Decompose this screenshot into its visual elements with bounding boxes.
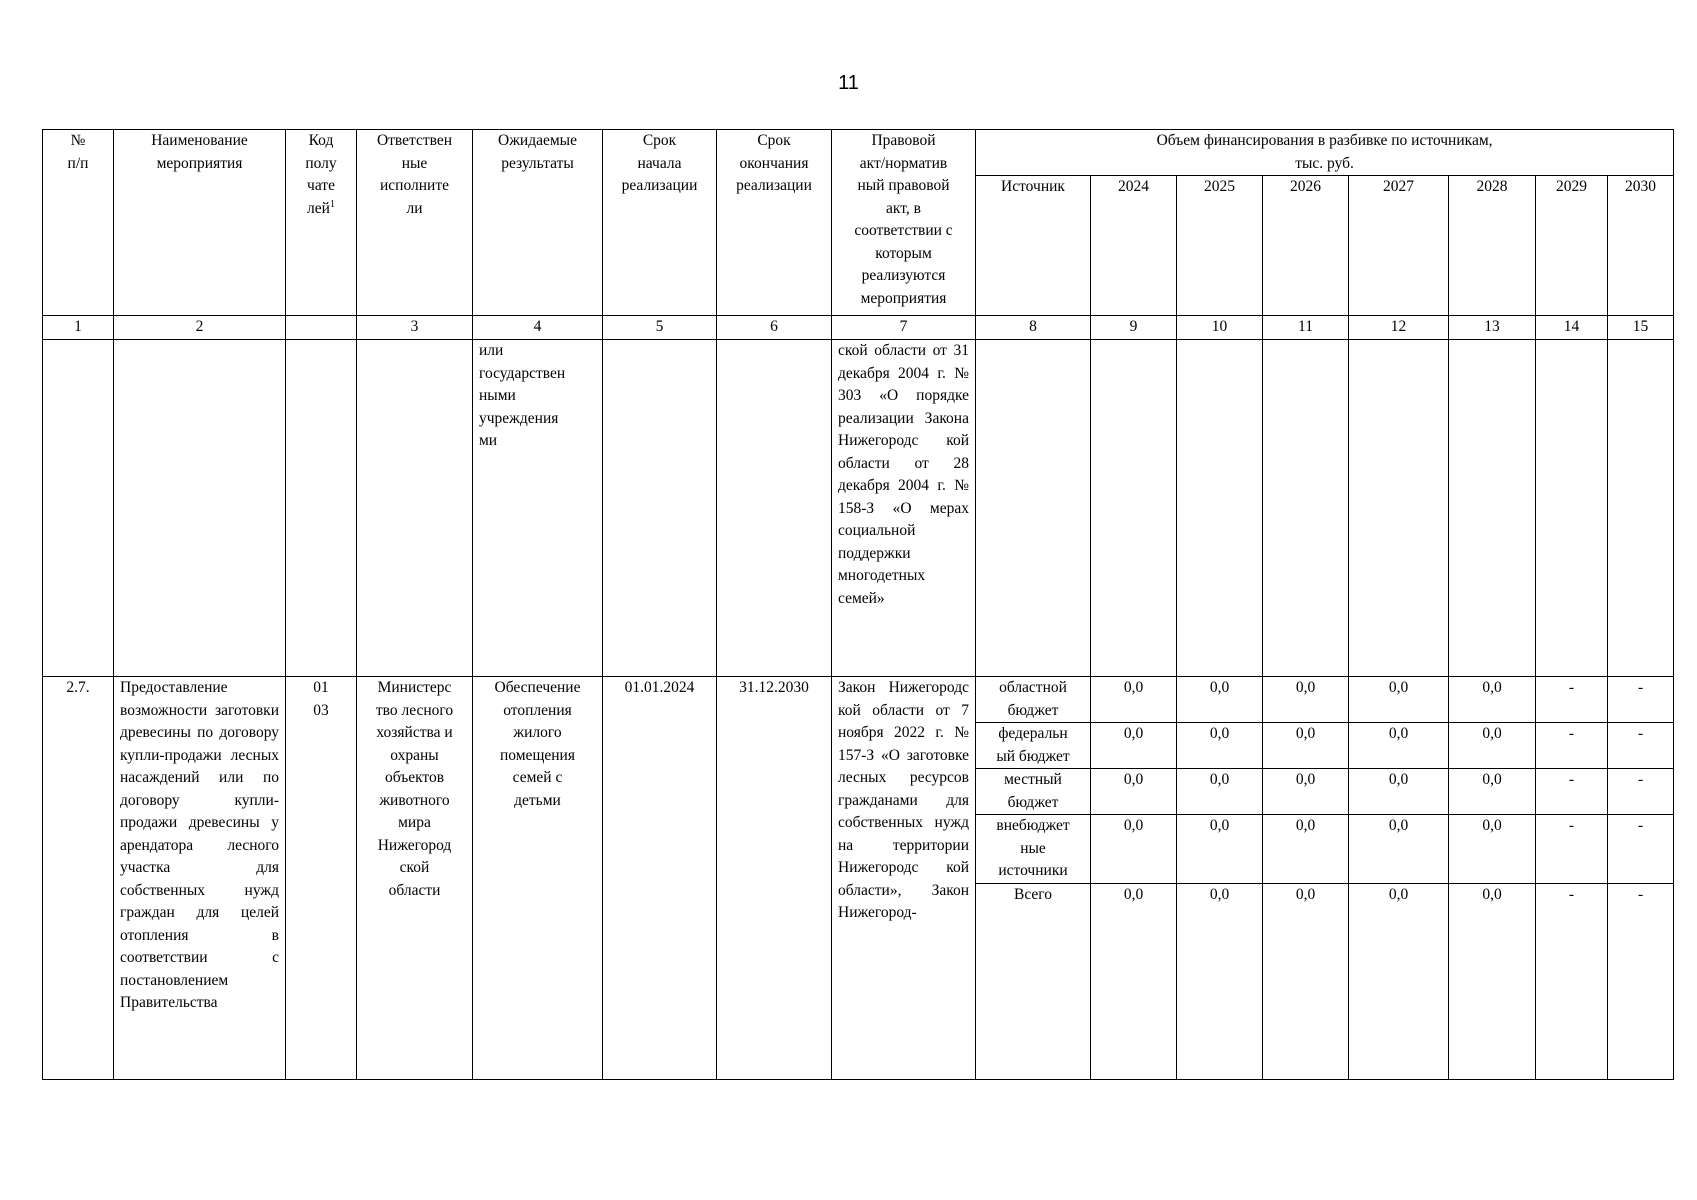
funding-value: 0,0 <box>1263 723 1349 769</box>
row-number: 2.7. <box>43 677 114 1080</box>
funding-value: 0,0 <box>1263 883 1349 1079</box>
header-year: 2027 <box>1349 176 1449 316</box>
source-name: областной бюджет <box>976 677 1091 723</box>
funding-value: - <box>1608 769 1674 815</box>
header-funding: Объем финансирования в разбивке по источникам, тыс. руб. <box>976 130 1674 176</box>
row-results: Обеспечение отопления жилого помещения семей с детьми <box>473 677 603 1080</box>
column-number: 14 <box>1536 316 1608 340</box>
row-end-date: 31.12.2030 <box>717 677 832 1080</box>
empty-cell <box>1449 340 1536 677</box>
empty-cell <box>1263 340 1349 677</box>
header-year: 2026 <box>1263 176 1349 316</box>
funding-value: 0,0 <box>1177 815 1263 884</box>
header-source: Источник <box>976 176 1091 316</box>
row-responsible: Министерс тво лесного хозяйства и охраны объектов животного мира Нижегород ской области <box>357 677 473 1080</box>
column-number: 11 <box>1263 316 1349 340</box>
funding-value: 0,0 <box>1349 815 1449 884</box>
funding-table <box>42 129 1674 1080</box>
header-code <box>286 130 357 316</box>
header-year: 2028 <box>1449 176 1536 316</box>
funding-value: 0,0 <box>1177 769 1263 815</box>
funding-value: 0,0 <box>1449 677 1536 723</box>
header-row-1 <box>43 130 1674 176</box>
empty-cell <box>43 340 114 677</box>
funding-value: 0,0 <box>1263 677 1349 723</box>
funding-value: 0,0 <box>1091 883 1177 1079</box>
header-code-text: Код полу чате лей <box>305 132 337 217</box>
funding-value: 0,0 <box>1349 883 1449 1079</box>
funding-value: 0,0 <box>1449 723 1536 769</box>
row-name: Предоставление возможности заготовки древесины по договору купли-продажи лесных насаждений или по договору купли-продажи древесины у арендатора лесного участка для собственных нужд граждан для целей отопления в соответствии с постановлением Правительства <box>114 677 286 1080</box>
empty-cell <box>1091 340 1177 677</box>
column-number: 3 <box>357 316 473 340</box>
empty-cell <box>1536 340 1608 677</box>
header-year: 2030 <box>1608 176 1674 316</box>
source-name: федеральн ый бюджет <box>976 723 1091 769</box>
empty-cell <box>1608 340 1674 677</box>
column-number: 4 <box>473 316 603 340</box>
funding-value: 0,0 <box>1177 677 1263 723</box>
funding-value: - <box>1536 883 1608 1079</box>
row-code: 01 03 <box>286 677 357 1080</box>
column-number: 12 <box>1349 316 1449 340</box>
funding-value: 0,0 <box>1263 815 1349 884</box>
header-number: № п/п <box>43 130 114 316</box>
funding-value: 0,0 <box>1349 769 1449 815</box>
empty-cell <box>717 340 832 677</box>
empty-cell <box>1177 340 1263 677</box>
header-year: 2029 <box>1536 176 1608 316</box>
header-results: Ожидаемые результаты <box>473 130 603 316</box>
source-name: местный бюджет <box>976 769 1091 815</box>
funding-value: 0,0 <box>1349 723 1449 769</box>
column-number: 1 <box>43 316 114 340</box>
column-number: 13 <box>1449 316 1536 340</box>
column-number: 9 <box>1091 316 1177 340</box>
header-start: Срок начала реализации <box>603 130 717 316</box>
column-number: 5 <box>603 316 717 340</box>
column-number: 10 <box>1177 316 1263 340</box>
row-start-date: 01.01.2024 <box>603 677 717 1080</box>
funding-value: 0,0 <box>1263 769 1349 815</box>
funding-value: 0,0 <box>1177 723 1263 769</box>
column-number: 2 <box>114 316 286 340</box>
continuation-results: или государствен ными учреждения ми <box>473 340 603 677</box>
row-legal-act: Закон Нижегородс кой области от 7 ноября 2022 г. № 157-З «О заготовке лесных ресурсов гражданами для собственных нужд на территории Нижегородс кой области», Закон Нижегород- <box>832 677 976 1080</box>
empty-cell <box>114 340 286 677</box>
funding-value: 0,0 <box>1449 815 1536 884</box>
empty-cell <box>357 340 473 677</box>
header-name: Наименование мероприятия <box>114 130 286 316</box>
funding-value: 0,0 <box>1091 815 1177 884</box>
column-number <box>286 316 357 340</box>
empty-cell <box>976 340 1091 677</box>
column-number: 6 <box>717 316 832 340</box>
funding-value: - <box>1608 883 1674 1079</box>
funding-value: - <box>1536 723 1608 769</box>
empty-cell <box>603 340 717 677</box>
continuation-legal-act: ской области от 31 декабря 2004 г. № 303 «О порядке реализации Закона Нижегородс кой области от 28 декабря 2004 г. № 158-З «О мерах социальной поддержки многодетных семей» <box>832 340 976 677</box>
column-numbers-row <box>43 316 1674 340</box>
funding-value: - <box>1536 815 1608 884</box>
column-number: 7 <box>832 316 976 340</box>
empty-cell <box>1349 340 1449 677</box>
empty-cell <box>286 340 357 677</box>
funding-value: - <box>1536 769 1608 815</box>
funding-value: 0,0 <box>1091 769 1177 815</box>
header-year: 2025 <box>1177 176 1263 316</box>
funding-value: 0,0 <box>1449 769 1536 815</box>
funding-value: - <box>1608 815 1674 884</box>
header-legal-act: Правовой акт/норматив ный правовой акт, в соответствии с которым реализуются мероприятия <box>832 130 976 316</box>
funding-value: 0,0 <box>1091 677 1177 723</box>
header-year: 2024 <box>1091 176 1177 316</box>
source-name: внебюджет ные источники <box>976 815 1091 884</box>
table-row <box>43 677 1674 723</box>
header-responsible: Ответствен ные исполните ли <box>357 130 473 316</box>
funding-value: - <box>1608 723 1674 769</box>
header-code-footnote: 1 <box>329 198 335 210</box>
column-number: 8 <box>976 316 1091 340</box>
funding-value: 0,0 <box>1091 723 1177 769</box>
header-end: Срок окончания реализации <box>717 130 832 316</box>
continuation-row <box>43 340 1674 677</box>
source-name: Всего <box>976 883 1091 1079</box>
page-number: 11 <box>838 72 859 94</box>
funding-value: - <box>1536 677 1608 723</box>
funding-value: 0,0 <box>1177 883 1263 1079</box>
funding-value: 0,0 <box>1349 677 1449 723</box>
funding-value: - <box>1608 677 1674 723</box>
funding-value: 0,0 <box>1449 883 1536 1079</box>
column-number: 15 <box>1608 316 1674 340</box>
